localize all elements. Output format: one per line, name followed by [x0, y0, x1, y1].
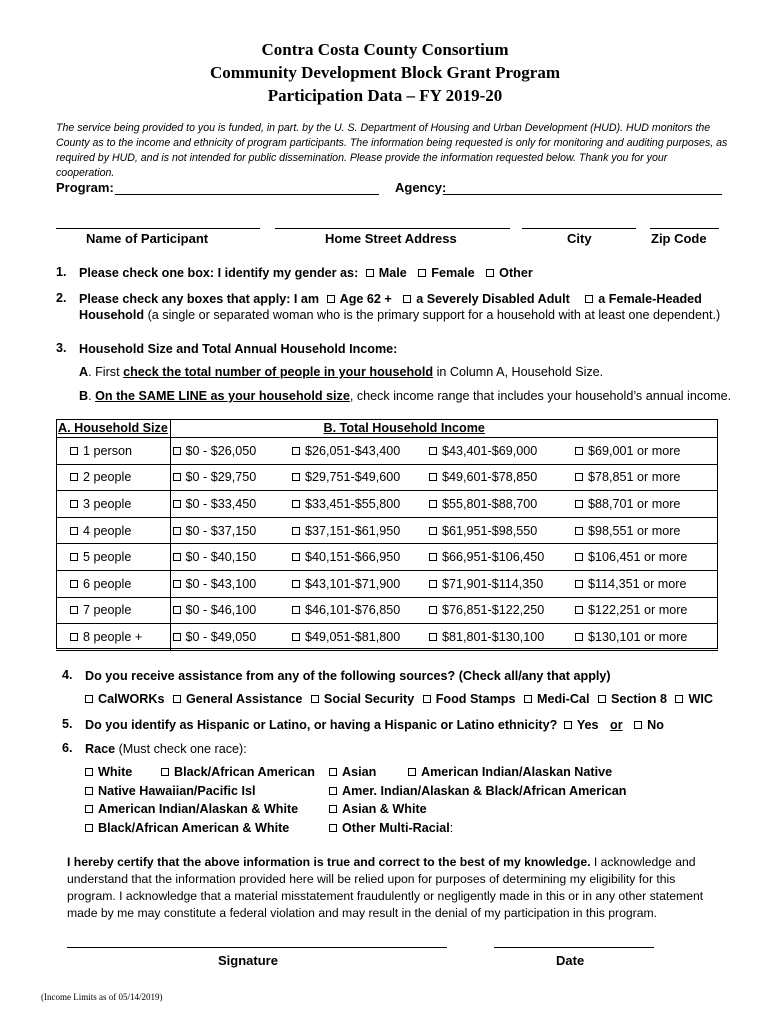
- income-checkbox[interactable]: $76,851-$122,250: [429, 603, 544, 617]
- checkbox-icon: [70, 580, 78, 588]
- income-checkbox[interactable]: $106,451 or more: [575, 550, 687, 564]
- checkbox-icon: [173, 695, 181, 703]
- checkbox-icon: [486, 269, 494, 277]
- checkbox-icon: [429, 580, 437, 588]
- checkbox-icon: [292, 633, 300, 641]
- income-checkbox[interactable]: $0 - $43,100: [173, 577, 257, 591]
- title-line-1: Contra Costa County Consortium: [261, 40, 509, 59]
- checkbox-icon: [85, 695, 93, 703]
- table-row: [56, 464, 718, 491]
- checkbox-icon: [173, 447, 181, 455]
- age-62-checkbox[interactable]: Age 62 +: [327, 292, 392, 306]
- income-checkbox[interactable]: $0 - $46,100: [173, 603, 257, 617]
- table-row: [56, 544, 718, 571]
- certification-statement: I hereby certify that the above information is true and correct to the best of my knowledge. I acknowledge and understand that the information provided here will be relied upon for purposes of determining my eligibility for this program. I acknowledge that a material misstatement fraudulently or negligently made in this or in any other statement made by me may constitute a federal violation and may result in the denial of my participation in this program.: [67, 855, 704, 920]
- household-income-header: B. Total Household Income: [170, 419, 718, 438]
- q4-text: Do you receive assistance from any of the following sources? (Check all/any that apply): [85, 669, 611, 683]
- income-checkbox[interactable]: $0 - $29,750: [173, 470, 257, 484]
- program-field[interactable]: [115, 194, 379, 195]
- checkbox-icon: [575, 447, 583, 455]
- city-field[interactable]: [522, 228, 636, 229]
- table-row: [56, 624, 718, 651]
- income-checkbox[interactable]: $0 - $26,050: [173, 444, 257, 458]
- race-asian-white-checkbox[interactable]: Asian & White: [329, 802, 427, 816]
- size-checkbox[interactable]: 1 person: [70, 444, 132, 458]
- checkbox-icon: [408, 768, 416, 776]
- calworks-checkbox[interactable]: CalWORKs: [85, 692, 164, 706]
- or-text: or: [610, 718, 623, 732]
- race-asian-checkbox[interactable]: Asian: [329, 765, 376, 779]
- checkbox-icon: [418, 269, 426, 277]
- city-label: City: [567, 231, 592, 246]
- table-row: [56, 491, 718, 518]
- gender-female-checkbox[interactable]: Female: [418, 266, 474, 280]
- q5-number: 5.: [62, 717, 73, 731]
- size-checkbox[interactable]: 5 people: [70, 550, 131, 564]
- checkbox-icon: [85, 787, 93, 795]
- income-checkbox[interactable]: $26,051-$43,400: [292, 444, 400, 458]
- income-checkbox[interactable]: $66,951-$106,450: [429, 550, 544, 564]
- gender-other-checkbox[interactable]: Other: [486, 266, 533, 280]
- disabled-adult-checkbox[interactable]: a Severely Disabled Adult: [403, 292, 570, 306]
- q1-question: [79, 265, 533, 281]
- checkbox-icon: [585, 295, 593, 303]
- checkbox-icon: [85, 824, 93, 832]
- checkbox-icon: [292, 606, 300, 614]
- race-indian-black-checkbox[interactable]: Amer. Indian/Alaskan & Black/African American: [329, 784, 626, 798]
- zip-label: Zip Code: [651, 231, 707, 246]
- race-american-indian-checkbox[interactable]: American Indian/Alaskan Native: [408, 765, 612, 779]
- checkbox-icon: [70, 553, 78, 561]
- checkbox-icon: [524, 695, 532, 703]
- income-checkbox[interactable]: $37,151-$61,950: [292, 524, 400, 538]
- signature-label: Signature: [218, 953, 278, 968]
- size-checkbox[interactable]: 4 people: [70, 524, 131, 538]
- size-checkbox[interactable]: 6 people: [70, 577, 131, 591]
- name-label: Name of Participant: [86, 231, 209, 246]
- income-checkbox[interactable]: $49,051-$81,800: [292, 630, 400, 644]
- checkbox-icon: [403, 295, 411, 303]
- checkbox-icon: [173, 580, 181, 588]
- checkbox-icon: [292, 473, 300, 481]
- q3-instruction-a: A. First check the total number of people in your household in Column A, Household Size.: [79, 365, 604, 379]
- checkbox-icon: [70, 606, 78, 614]
- checkbox-icon: [575, 580, 583, 588]
- race-black-white-checkbox[interactable]: Black/African American & White: [85, 821, 289, 835]
- income-checkbox[interactable]: $81,801-$130,100: [429, 630, 544, 644]
- checkbox-icon: [70, 500, 78, 508]
- title-line-2: Community Development Block Grant Program: [209, 63, 561, 82]
- size-checkbox[interactable]: 8 people +: [70, 630, 142, 644]
- checkbox-icon: [173, 473, 181, 481]
- size-checkbox[interactable]: 2 people: [70, 470, 131, 484]
- q2-text: Please check any boxes that apply: I am: [79, 292, 320, 306]
- intro-paragraph: The service being provided to you is funded, in part. by the U. S. Department of Housing and Urban Development (HUD). HUD monitors the County as to the income and ethnicity of program participants. The information being requested is only for monitoring and auditing purposes, as required by HUD, and is not intended for public dissemination. Please provide the information requested below. Thank you for your cooperation.: [56, 122, 728, 179]
- checkbox-icon: [173, 633, 181, 641]
- income-checkbox[interactable]: $49,601-$78,850: [429, 470, 537, 484]
- checkbox-icon: [429, 633, 437, 641]
- income-checkbox[interactable]: $78,851 or more: [575, 470, 680, 484]
- checkbox-icon: [575, 553, 583, 561]
- checkbox-icon: [292, 447, 300, 455]
- checkbox-icon: [173, 527, 181, 535]
- race-black-checkbox[interactable]: Black/African American: [161, 765, 315, 779]
- address-label: Home Street Address: [325, 231, 457, 246]
- signature-field[interactable]: [67, 947, 447, 948]
- checkbox-icon: [429, 473, 437, 481]
- income-checkbox[interactable]: $55,801-$88,700: [429, 497, 537, 511]
- agency-field[interactable]: [443, 194, 722, 195]
- q2-number: 2.: [56, 291, 67, 305]
- income-checkbox[interactable]: $98,551 or more: [575, 524, 680, 538]
- checkbox-icon: [598, 695, 606, 703]
- household-size-header: A. Household Size: [56, 419, 170, 438]
- medi-cal-checkbox[interactable]: Medi-Cal: [524, 692, 589, 706]
- income-checkbox[interactable]: $0 - $49,050: [173, 630, 257, 644]
- participant-name-field[interactable]: [56, 228, 260, 229]
- q2-question: [79, 291, 729, 323]
- checkbox-icon: [70, 447, 78, 455]
- income-checkbox[interactable]: $130,101 or more: [575, 630, 687, 644]
- income-checkbox[interactable]: $0 - $40,150: [173, 550, 257, 564]
- q5-text: Do you identify as Hispanic or Latino, or having a Hispanic or Latino ethnicity?: [85, 718, 558, 732]
- checkbox-icon: [429, 553, 437, 561]
- gender-male-checkbox[interactable]: Male: [366, 266, 407, 280]
- income-checkbox[interactable]: $40,151-$66,950: [292, 550, 400, 564]
- income-checkbox[interactable]: $122,251 or more: [575, 603, 687, 617]
- size-checkbox[interactable]: 3 people: [70, 497, 131, 511]
- checkbox-icon: [329, 805, 337, 813]
- checkbox-icon: [429, 527, 437, 535]
- social-security-checkbox[interactable]: Social Security: [311, 692, 414, 706]
- general-assistance-checkbox[interactable]: General Assistance: [173, 692, 302, 706]
- income-checkbox[interactable]: $43,401-$69,000: [429, 444, 537, 458]
- race-indian-white-checkbox[interactable]: American Indian/Alaskan & White: [85, 802, 298, 816]
- date-label: Date: [556, 953, 585, 968]
- income-checkbox[interactable]: $43,101-$71,900: [292, 577, 400, 591]
- checkbox-icon: [429, 447, 437, 455]
- income-checkbox[interactable]: $46,101-$76,850: [292, 603, 400, 617]
- checkbox-icon: [70, 633, 78, 641]
- checkbox-icon: [329, 824, 337, 832]
- table-row: [56, 570, 718, 597]
- checkbox-icon: [366, 269, 374, 277]
- race-white-checkbox[interactable]: White: [85, 765, 132, 779]
- checkbox-icon: [85, 805, 93, 813]
- q3-number: 3.: [56, 341, 67, 355]
- checkbox-icon: [327, 295, 335, 303]
- checkbox-icon: [564, 721, 572, 729]
- food-stamps-checkbox[interactable]: Food Stamps: [423, 692, 516, 706]
- checkbox-icon: [70, 473, 78, 481]
- checkbox-icon: [85, 768, 93, 776]
- income-checkbox[interactable]: $69,001 or more: [575, 444, 680, 458]
- hispanic-yes-checkbox[interactable]: Yes: [564, 718, 599, 732]
- checkbox-icon: [429, 606, 437, 614]
- household-definition: (a single or separated woman who is the primary support for a household with at least one dependent.): [144, 308, 721, 322]
- income-checkbox[interactable]: $114,351 or more: [575, 577, 686, 591]
- checkbox-icon: [675, 695, 683, 703]
- table-row: [56, 517, 718, 544]
- section-8-checkbox[interactable]: Section 8: [598, 692, 667, 706]
- checkbox-icon: [575, 527, 583, 535]
- agency-label: Agency:: [395, 180, 447, 195]
- income-table-header: [56, 419, 718, 438]
- female-headed-checkbox[interactable]: a Female-Headed: [585, 292, 702, 306]
- q6-number: 6.: [62, 741, 73, 755]
- hispanic-no-checkbox[interactable]: No: [634, 718, 664, 732]
- checkbox-icon: [173, 500, 181, 508]
- checkbox-icon: [575, 606, 583, 614]
- zip-field[interactable]: [650, 228, 719, 229]
- checkbox-icon: [429, 500, 437, 508]
- q6-title: Race (Must check one race):: [85, 742, 247, 756]
- checkbox-icon: [311, 695, 319, 703]
- home-address-field[interactable]: [275, 228, 510, 229]
- checkbox-icon: [575, 500, 583, 508]
- income-checkbox[interactable]: $29,751-$49,600: [292, 470, 400, 484]
- title-line-3: Participation Data – FY 2019-20: [267, 86, 503, 105]
- checkbox-icon: [292, 580, 300, 588]
- date-field[interactable]: [494, 947, 654, 948]
- race-other-multiracial-checkbox[interactable]: Other Multi-Racial:: [329, 821, 453, 835]
- race-pacific-islander-checkbox[interactable]: Native Hawaiian/Pacific Isl: [85, 784, 256, 798]
- q3-title: Household Size and Total Annual Household Income:: [79, 342, 398, 356]
- income-checkbox[interactable]: $0 - $37,150: [173, 524, 257, 538]
- checkbox-icon: [329, 787, 337, 795]
- size-checkbox[interactable]: 7 people: [70, 603, 131, 617]
- income-checkbox[interactable]: $61,951-$98,550: [429, 524, 537, 538]
- checkbox-icon: [423, 695, 431, 703]
- checkbox-icon: [575, 633, 583, 641]
- q4-options: [85, 691, 713, 707]
- income-checkbox[interactable]: $71,901-$114,350: [429, 577, 543, 591]
- table-row: [56, 597, 718, 624]
- income-checkbox[interactable]: $0 - $33,450: [173, 497, 257, 511]
- table-row: [56, 438, 718, 465]
- q3-instruction-b: B. On the SAME LINE as your household size, check income range that includes your household’s annual income.: [79, 389, 732, 403]
- income-limits-footnote: (Income Limits as of 05/14/2019): [41, 992, 163, 1002]
- income-checkbox[interactable]: $33,451-$55,800: [292, 497, 400, 511]
- checkbox-icon: [575, 473, 583, 481]
- checkbox-icon: [634, 721, 642, 729]
- checkbox-icon: [173, 553, 181, 561]
- q5-question: [85, 717, 664, 733]
- checkbox-icon: [292, 527, 300, 535]
- income-table: [56, 419, 718, 651]
- wic-checkbox[interactable]: WIC: [675, 692, 712, 706]
- checkbox-icon: [329, 768, 337, 776]
- q1-number: 1.: [56, 265, 67, 279]
- q4-number: 4.: [62, 668, 73, 682]
- checkbox-icon: [161, 768, 169, 776]
- income-checkbox[interactable]: $88,701 or more: [575, 497, 680, 511]
- checkbox-icon: [292, 500, 300, 508]
- q1-text: Please check one box: I identify my gender as:: [79, 266, 359, 280]
- program-label: Program:: [56, 180, 114, 195]
- household-term: Household: [79, 308, 145, 322]
- checkbox-icon: [173, 606, 181, 614]
- checkbox-icon: [292, 553, 300, 561]
- checkbox-icon: [70, 527, 78, 535]
